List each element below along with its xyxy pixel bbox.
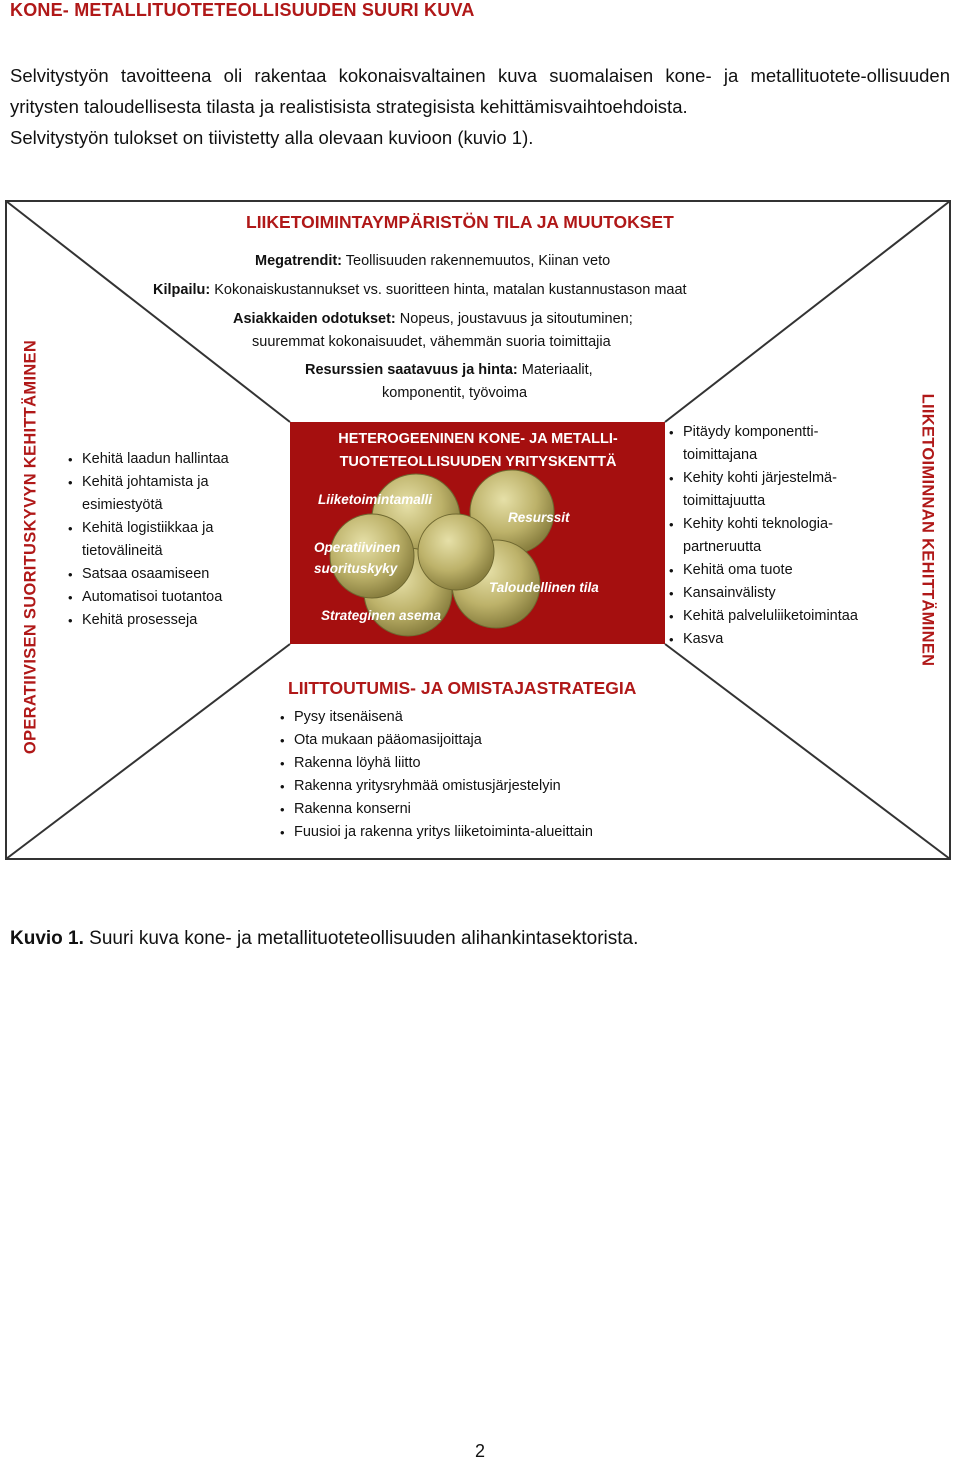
left-bullet-item: • Kehitä prosesseja <box>68 609 268 632</box>
label-operatiivinen-2: suorituskyky <box>314 561 398 576</box>
left-bullet-item: • Kehitä logistiikkaa ja tietovälineitä <box>68 517 268 563</box>
bottom-bullet-item: • Rakenna konserni <box>280 798 680 821</box>
circle-center <box>418 514 494 590</box>
bottom-section-title: LIITTOUTUMIS- JA OMISTAJASTRATEGIA <box>288 678 637 698</box>
bottom-bullet-item: • Rakenna yritysryhmää omistusjärjestelyin <box>280 775 680 798</box>
intro-text <box>10 60 950 153</box>
left-vertical-title: OPERATIIVISEN SUORITUSKYVYN KEHITTÄMINEN <box>21 339 40 755</box>
asiakkaat-text-1: Nopeus, joustavuus ja sitoutuminen; <box>395 311 633 327</box>
resurssit-line-1 <box>305 362 593 378</box>
intro-paragraph-2: Selvitystyön tulokset on tiivistetty alla olevaan kuvioon (kuvio 1). <box>10 127 534 148</box>
page-number: 2 <box>474 1441 485 1461</box>
right-bullet-item: • Kehitä palveluliiketoimintaa <box>669 605 899 628</box>
label-strateginen-asema: Strateginen asema <box>321 608 442 623</box>
bottom-bullet-item: • Pysy itsenäisenä <box>280 706 680 729</box>
left-bullet-item: • Satsaa osaamiseen <box>68 563 268 586</box>
label-operatiivinen-1: Operatiivinen <box>314 540 401 555</box>
caption-label: Kuvio 1. <box>10 928 84 949</box>
right-bullet-item: • Kasva <box>669 628 899 651</box>
bottom-bullet-item: • Fuusioi ja rakenna yritys liiketoiminta-alueittain <box>280 821 680 844</box>
figure-caption <box>10 928 638 950</box>
kilpailu-line <box>153 282 687 298</box>
intro-paragraph-1: Selvitystyön tavoitteena oli rakentaa kokonaisvaltainen kuva suomalaisen kone- ja metallituotete-ollisuuden yritysten taloudellisesta tilasta ja realistisista strategisista kehittämisvaihtoehdoista. <box>10 65 950 117</box>
page-heading: KONE- METALLITUOTETEOLLISUUDEN SUURI KUVA <box>10 0 475 20</box>
left-bullet-item: • Kehitä laadun hallintaa <box>68 448 268 471</box>
left-bullet-list <box>68 448 268 632</box>
megatrendit-line <box>255 253 610 269</box>
big-picture-figure <box>5 200 951 860</box>
resurssit-label: Resurssien saatavuus ja hinta: <box>305 362 518 378</box>
label-liiketoimintamalli: Liiketoimintamalli <box>318 492 433 507</box>
right-bullet-item: • Kansainvälisty <box>669 582 899 605</box>
kilpailu-label: Kilpailu: <box>153 282 211 298</box>
asiakkaat-line-1 <box>233 311 633 327</box>
right-vertical-title: LIIKETOIMINNAN KEHITTÄMINEN <box>918 393 937 667</box>
label-resurssit: Resurssit <box>508 510 570 525</box>
right-bullet-item: • Kehity kohti järjestelmä-toimittajuutta <box>669 467 899 513</box>
center-title-line-1: HETEROGEENINEN KONE- JA METALLI- <box>338 431 618 447</box>
right-bullet-item: • Kehitä oma tuote <box>669 559 899 582</box>
megatrendit-label: Megatrendit: <box>255 253 342 269</box>
label-taloudellinen-tila: Taloudellinen tila <box>489 580 599 595</box>
asiakkaat-line-2: suuremmat kokonaisuudet, vähemmän suoria toimittajia <box>252 334 611 350</box>
resurssit-text-1: Materiaalit, <box>517 362 593 378</box>
right-bullet-item: • Pitäydy komponentti-toimittajana <box>669 421 899 467</box>
left-bullet-item: • Kehitä johtamista ja esimiestyötä <box>68 471 268 517</box>
bottom-bullet-item: • Rakenna löyhä liitto <box>280 752 680 775</box>
top-section-title: LIIKETOIMINTAYMPÄRISTÖN TILA JA MUUTOKSET <box>246 212 674 232</box>
right-bullet-list <box>669 421 899 651</box>
left-bullet-item: • Automatisoi tuotantoa <box>68 586 268 609</box>
megatrendit-text: Teollisuuden rakennemuutos, Kiinan veto <box>342 253 611 269</box>
center-title-line-2: TUOTETEOLLISUUDEN YRITYSKENTTÄ <box>339 454 617 470</box>
bottom-bullet-list <box>280 706 680 844</box>
caption-text: Suuri kuva kone- ja metallituoteteollisuuden alihankintasektorista. <box>83 928 639 949</box>
asiakkaat-label: Asiakkaiden odotukset: <box>233 311 396 327</box>
right-bullet-item: • Kehity kohti teknologia-partneruutta <box>669 513 899 559</box>
resurssit-line-2: komponentit, työvoima <box>382 385 528 401</box>
kilpailu-text: Kokonaiskustannukset vs. suoritteen hinta, matalan kustannustason maat <box>210 282 687 298</box>
center-company-field-box <box>290 422 665 644</box>
bottom-bullet-item: • Ota mukaan pääomasijoittaja <box>280 729 680 752</box>
